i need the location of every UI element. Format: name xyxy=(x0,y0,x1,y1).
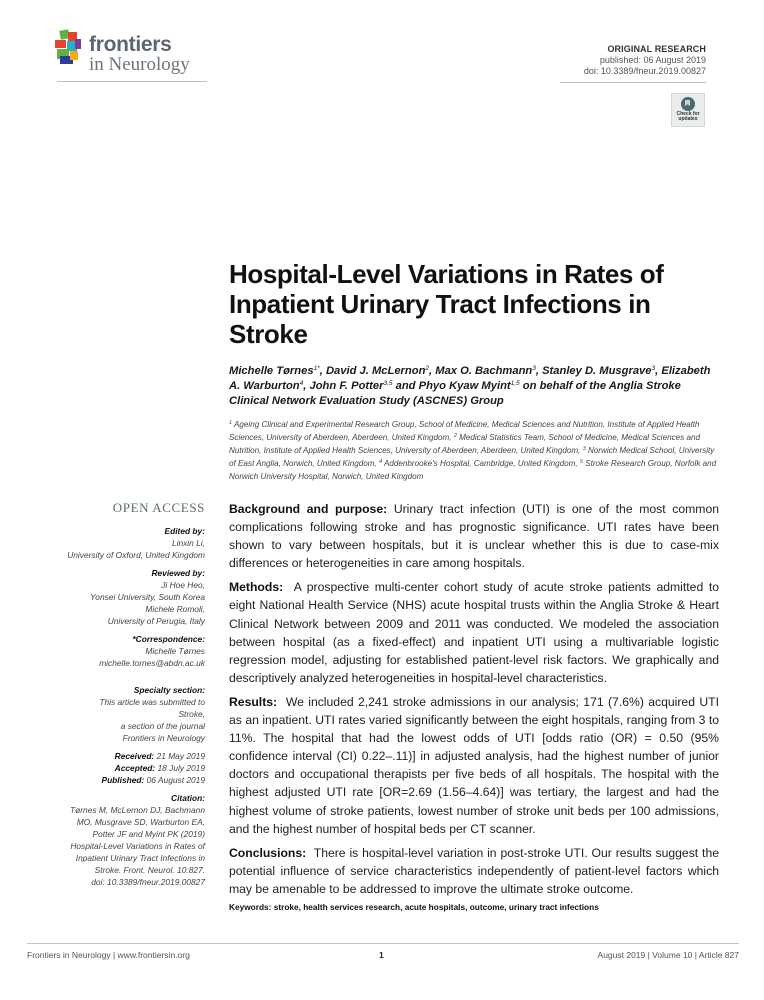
affiliations xyxy=(229,418,719,483)
reviewer-affiliation: University of Perugia, Italy xyxy=(107,616,205,626)
citation-heading: Citation: xyxy=(171,793,205,803)
citation-text: Potter JF and Myint PK (2019) xyxy=(92,829,205,839)
author-affiliation-sup: 4 xyxy=(299,380,304,387)
conclusions-text: There is hospital-level variation in post-stroke UTI. Our results suggest the potential influence of service characteristics independently of patient-level factors which may be amenable to be addressed to improve the ultimate stroke outcome. xyxy=(229,845,719,896)
reviewer-name: Ji Hoe Heo, xyxy=(161,580,205,590)
header-divider-right xyxy=(560,82,706,83)
editor-name: Linxin Li, xyxy=(171,538,205,548)
specialty-text: This article was submitted to xyxy=(99,697,205,707)
affiliation-text: Norwich Medical School, University of East Anglia, Norwich, United Kingdom, xyxy=(229,446,715,468)
received-date xyxy=(55,750,205,762)
author-affiliation-sup: 3 xyxy=(532,365,536,372)
author-affiliation-sup: 3 xyxy=(651,365,656,372)
author-list: Michelle Tørnes$^{1*}$, David J. McLernon$^2$, Max O. Bachmann$^3$, Stanley D. Musgrave$^3$, Elizabeth A. Warburton$^4$, John F. Potter$^{3,5}$ and Phyo Kyaw Myint$^{1,5}$ on behalf of the Anglia Stroke Clinical Network Evaluation Study (ASCNES) Group xyxy=(229,365,711,407)
edited-by-section xyxy=(55,525,205,561)
frontiers-logo-icon xyxy=(55,30,85,64)
published-label: Published: xyxy=(101,775,145,785)
dates-section xyxy=(55,750,205,786)
citation-section xyxy=(55,792,205,888)
abstract xyxy=(229,500,719,904)
check-updates-label-2: updates xyxy=(678,116,698,122)
author-name[interactable]: Stanley D. Musgrave xyxy=(542,365,652,377)
check-for-updates-button[interactable] xyxy=(671,93,705,127)
published-date-sidebar xyxy=(55,774,205,786)
affiliation-text: Stroke Research Group, Norfolk and Norwich University Hospital, Norwich, United Kingdom xyxy=(229,459,717,481)
correspondence-email-link[interactable]: michelle.tornes@abdn.ac.uk xyxy=(99,658,205,668)
abstract-conclusions xyxy=(229,844,719,898)
author-name[interactable]: Elizabeth A. Warburton xyxy=(229,365,711,392)
methods-heading: Methods: xyxy=(229,580,284,595)
footer-issue-info: August 2019 | Volume 10 | Article 827 xyxy=(597,950,739,960)
article-title xyxy=(229,259,719,349)
affiliation-text: Ageing Clinical and Experimental Research Group, School of Medicine, Medical Sciences and Nutrition, Institute of Applied Health Sciences, University of Aberdeen, Aberdeen, United Kingdom, xyxy=(229,420,700,442)
title-line-1: Hospital-Level Variations in Rates of xyxy=(229,259,664,289)
author-group: on behalf of the Anglia Stroke Clinical Network Evaluation Study (ASCNES) Group xyxy=(229,380,681,407)
accepted-value: 18 July 2019 xyxy=(157,763,205,773)
background-heading: Background and purpose: xyxy=(229,502,388,516)
affiliation-number: 3 xyxy=(582,446,586,452)
correspondence-section xyxy=(55,633,205,669)
reviewer-name: Michele Romoli, xyxy=(145,604,205,614)
results-heading: Results: xyxy=(229,694,278,709)
author-affiliation-sup: 1* xyxy=(313,365,320,372)
journal-logo[interactable] xyxy=(55,30,190,74)
citation-doi-link[interactable]: doi: 10.3389/fneur.2019.00827 xyxy=(91,877,205,887)
journal-name: in Neurology xyxy=(89,54,190,75)
correspondence-heading: *Correspondence: xyxy=(132,634,205,644)
title-line-2: Inpatient Urinary Tract Infections in xyxy=(229,289,651,319)
affiliation-text: Medical Statistics Team, School of Medicine, Medical Sciences and Nutrition, Institute of Applied Health Sciences, University of Aberdeen, Aberdeen, United Kingdom, xyxy=(229,433,700,455)
author-name[interactable]: David J. McLernon xyxy=(325,365,426,377)
affiliation-number: 5 xyxy=(579,459,583,465)
reviewed-by-section xyxy=(55,567,205,627)
correspondence-name: Michelle Tørnes xyxy=(145,646,205,656)
affiliation-number: 1 xyxy=(229,420,233,426)
open-access-label: OPEN ACCESS xyxy=(112,500,205,515)
page-number: 1 xyxy=(379,950,384,960)
citation-text: MO, Musgrave SD, Warburton EA, xyxy=(76,817,205,827)
conclusions-heading: Conclusions: xyxy=(229,845,307,860)
author-name[interactable]: John F. Potter xyxy=(309,380,384,392)
affiliation-text: Addenbrooke's Hospital, Cambridge, United Kingdom, xyxy=(383,459,578,468)
doi-link[interactable]: doi: 10.3389/fneur.2019.00827 xyxy=(583,66,706,76)
affiliation-number: 2 xyxy=(453,433,457,439)
footer-divider xyxy=(27,943,739,944)
check-updates-label: Check for xyxy=(676,111,700,117)
affiliation-number: 4 xyxy=(378,459,383,465)
citation-text: Stroke. Front. Neurol. 10:827. xyxy=(94,865,205,875)
footer-journal-link[interactable]: Frontiers in Neurology | www.frontiersin.org xyxy=(27,950,190,960)
results-text: We included 2,241 stroke admissions in our analysis; 171 (7.6%) acquired UTI as an inpatient. UTI rates varied significantly between the eight hospitals, ranging from 3 to 11%. The hospital that had the lowest odds of UTI [odds ratio (OR) = 0.50 (95% confidence interval (CI) 0.22–.11)] in adjusted analysis, had the highest number of junior doctors and occupational therapists per five beds of all hospitals. The hospital with the highest adjusted UTI rate [OR=2.69 (1.56–4.64)] was tertiary, the largest and had the highest volume of stroke patients, lowest number of stroke unit beds per 100 admissions, and the highest number of hospital beds per CT scanner. xyxy=(229,694,719,836)
author-affiliation-sup: 2 xyxy=(425,365,430,372)
specialty-heading: Specialty section: xyxy=(133,685,205,695)
bookmark-icon xyxy=(681,97,695,111)
author-name[interactable]: Max O. Bachmann xyxy=(435,365,533,377)
article-meta xyxy=(584,44,706,77)
citation-text: Tørnes M, McLernon DJ, Bachmann xyxy=(70,805,205,815)
abstract-background xyxy=(229,500,719,572)
specialty-text: Stroke, xyxy=(178,709,205,719)
keywords: Keywords: stroke, health services research, acute hospitals, outcome, urinary tract infections xyxy=(229,902,599,912)
background-text: Urinary tract infection (UTI) is one of the most common complications following stroke and has prognostic significance. UTI rates have been shown to vary between hospitals, but it is unclear whether this is due to case-mix differences or heterogeneities in care among hospitals. xyxy=(229,502,719,571)
author-name[interactable]: Phyo Kyaw Myint xyxy=(418,380,511,392)
article-sidebar xyxy=(55,500,205,894)
specialty-text: a section of the journal xyxy=(120,721,205,731)
reviewer-affiliation: Yonsei University, South Korea xyxy=(90,592,205,602)
specialty-section xyxy=(55,684,205,744)
methods-text: A prospective multi-center cohort study of acute stroke patients admitted to eight National Health Service (NHS) acute hospital trusts within the Anglia Stroke & Heart Clinical Network between 2009 and 2011 was conducted. We modeled the association between hospital (as a fixed-effect) and inpatient UTI using a multivariable logistic regression model, adjusting for established patient-level risk factors. We graphically and descriptively analyzed heterogeneities in hospital-level characteristics. xyxy=(229,580,719,685)
received-value: 21 May 2019 xyxy=(156,751,205,761)
reviewed-by-heading: Reviewed by: xyxy=(151,568,205,578)
author-affiliation-sup: 1,5 xyxy=(510,380,520,387)
published-date: published: 06 August 2019 xyxy=(599,55,706,65)
citation-text: Inpatient Urinary Tract Infections in xyxy=(75,853,205,863)
abstract-results xyxy=(229,693,719,838)
brand-name: frontiers xyxy=(89,33,172,56)
published-value: 06 August 2019 xyxy=(146,775,205,785)
specialty-text: Frontiers in Neurology xyxy=(122,733,205,743)
author-affiliation-sup: 3,5 xyxy=(383,380,393,387)
title-line-3: Stroke xyxy=(229,319,308,349)
accepted-date xyxy=(55,762,205,774)
citation-text: Hospital-Level Variations in Rates of xyxy=(70,841,205,851)
edited-by-heading: Edited by: xyxy=(164,526,205,536)
editor-affiliation: University of Oxford, United Kingdom xyxy=(67,550,205,560)
header-divider-left xyxy=(57,81,207,82)
article-type: ORIGINAL RESEARCH xyxy=(607,44,706,54)
received-label: Received: xyxy=(114,751,155,761)
author-name[interactable]: Michelle Tørnes xyxy=(229,365,314,377)
abstract-methods xyxy=(229,578,719,687)
accepted-label: Accepted: xyxy=(114,763,156,773)
